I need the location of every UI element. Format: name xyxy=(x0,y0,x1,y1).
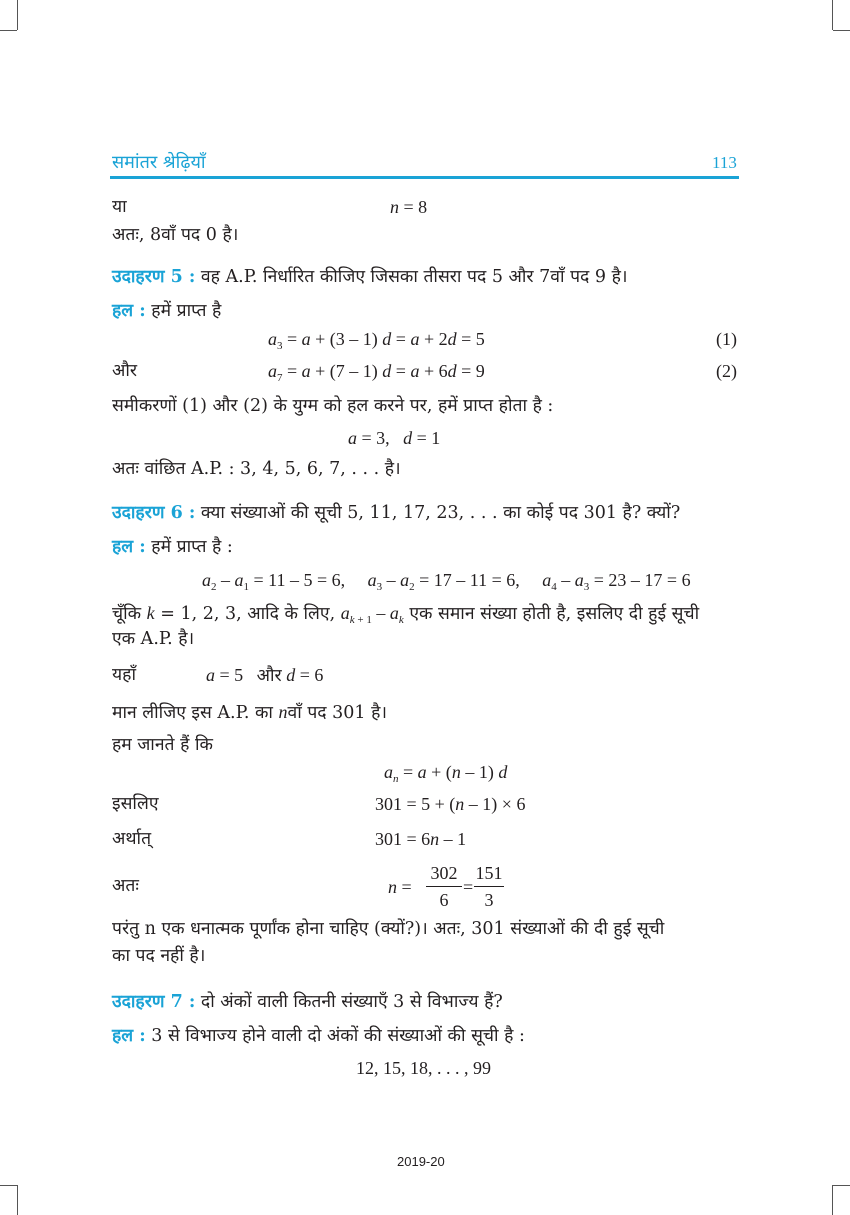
text-fragment: वाँ पद 301 है। xyxy=(287,703,388,723)
text-fragment: मान लीजिए इस A.P. का xyxy=(112,703,273,723)
example-text: वह A.P. निर्धारित कीजिए जिसका तीसरा पद 5 और 7वाँ पद 9 है। xyxy=(200,267,628,287)
fraction-numerator: 151 xyxy=(475,863,503,883)
solution-intro xyxy=(112,536,233,558)
equation-ref-2: (2) xyxy=(716,361,737,381)
fraction-302-6 xyxy=(426,862,462,911)
text-line: हम जानते हैं कि xyxy=(112,735,213,755)
crop-mark xyxy=(832,0,833,30)
text-line: परंतु n एक धनात्मक पूर्णांक होना चाहिए (क्यों?)। अतः, 301 संख्याओं की दी हुई सूची xyxy=(112,919,665,939)
equation-ref-1: (1) xyxy=(716,329,737,349)
number-list: 12, 15, 18, . . . , 99 xyxy=(356,1058,491,1078)
solution-text: हमें प्राप्त है : xyxy=(151,537,233,557)
equation-n-prefix: n = xyxy=(388,877,412,897)
label-yahan: यहाँ xyxy=(112,665,136,685)
page-number: 113 xyxy=(712,153,737,172)
label-aur: और xyxy=(112,361,138,381)
text-line: चूँकि k = 1, 2, 3, आदि के लिए, $a_{k + 1} - a_k$ एक समान संख्या होती है, इसलिए दी हुई सूची xyxy=(112,603,700,626)
text-fragment: एक समान संख्या होती है, इसलिए दी हुई सूची xyxy=(409,604,700,624)
example-label: उदाहरण 6 : xyxy=(112,503,196,523)
text-line: समीकरणों (1) और (2) के युग्म को हल करने पर, हमें प्राप्त होता है : xyxy=(112,396,554,416)
example-7 xyxy=(112,991,503,1013)
equation-islie: 301 = 5 + (n – 1) × 6 xyxy=(375,794,526,814)
text-line: मान लीजिए इस A.P. का nवाँ पद 301 है। xyxy=(112,702,388,723)
crop-mark xyxy=(833,1185,850,1186)
crop-mark xyxy=(0,30,17,31)
solution-label: हल : xyxy=(112,301,146,321)
solution-values: a = 3, d = 1 xyxy=(348,428,441,448)
chapter-title: समांतर श्रेढ़ियाँ xyxy=(112,152,206,173)
fraction-denominator: 6 xyxy=(439,890,449,910)
equation-arthat: 301 = 6n – 1 xyxy=(375,829,467,849)
given-values: a = 5 और d = 6 xyxy=(206,665,324,686)
solution-label: हल : xyxy=(112,1026,146,1046)
crop-mark xyxy=(17,1185,18,1215)
text-line: अतः वांछित A.P. : 3, 4, 5, 6, 7, . . . है। xyxy=(112,459,401,479)
example-5 xyxy=(112,266,628,288)
fraction-bar xyxy=(474,886,504,887)
fraction-numerator: 302 xyxy=(430,863,458,883)
text-fragment: चूँकि xyxy=(112,604,142,624)
equals-sign: = xyxy=(463,877,474,897)
example-label: उदाहरण 5 : xyxy=(112,267,196,287)
crop-mark xyxy=(17,0,18,30)
example-label: उदाहरण 7 : xyxy=(112,992,196,1012)
solution-intro xyxy=(112,300,221,322)
equation-2: $a_7 = a + (7 - 1) d = a + 6d = 9$ xyxy=(268,361,485,384)
crop-mark xyxy=(0,1185,17,1186)
label-islie: इसलिए xyxy=(112,794,159,814)
example-text: क्या संख्याओं की सूची 5, 11, 17, 23, . . . का कोई पद 301 है? क्यों? xyxy=(200,503,681,523)
label-ya: या xyxy=(112,197,127,217)
equation-1: $a_3 = a + (3 - 1) d = a + 2d = 5$ xyxy=(268,329,485,352)
solution-intro xyxy=(112,1025,525,1047)
crop-mark xyxy=(833,30,850,31)
footer-year: 2019-20 xyxy=(397,1154,445,1169)
text-fragment: और xyxy=(256,666,282,686)
nth-term-formula: $a_n = a + (n - 1)$ d xyxy=(384,762,508,785)
text-line: अतः, 8वाँ पद 0 है। xyxy=(112,225,239,245)
equation-n8: n = 8 xyxy=(390,197,428,217)
fraction-denominator: 3 xyxy=(484,890,494,910)
difference-equations: $a_2 - a_1 = 11 - 5 = 6$, $a_3 - a_2 = 17 - 11 = 6$, $a_4 - a_3 = 23 - 17 = 6$ xyxy=(202,570,691,593)
label-atah: अतः xyxy=(112,876,139,896)
label-arthat: अर्थात् xyxy=(112,829,152,849)
solution-text: 3 से विभाज्य होने वाली दो अंकों की संख्याओं की सूची है : xyxy=(151,1026,525,1046)
text-fragment: = 1, 2, 3, आदि के लिए, xyxy=(160,604,336,624)
example-6 xyxy=(112,502,680,524)
text-line: का पद नहीं है। xyxy=(112,946,206,966)
solution-text: हमें प्राप्त है xyxy=(151,301,222,321)
fraction-151-3 xyxy=(474,862,504,911)
solution-label: हल : xyxy=(112,537,146,557)
text-line: एक A.P. है। xyxy=(112,629,195,649)
example-text: दो अंकों वाली कितनी संख्याएँ 3 से विभाज्य हैं? xyxy=(200,992,503,1012)
header-rule xyxy=(110,176,739,179)
crop-mark xyxy=(832,1185,833,1215)
fraction-bar xyxy=(426,886,462,887)
